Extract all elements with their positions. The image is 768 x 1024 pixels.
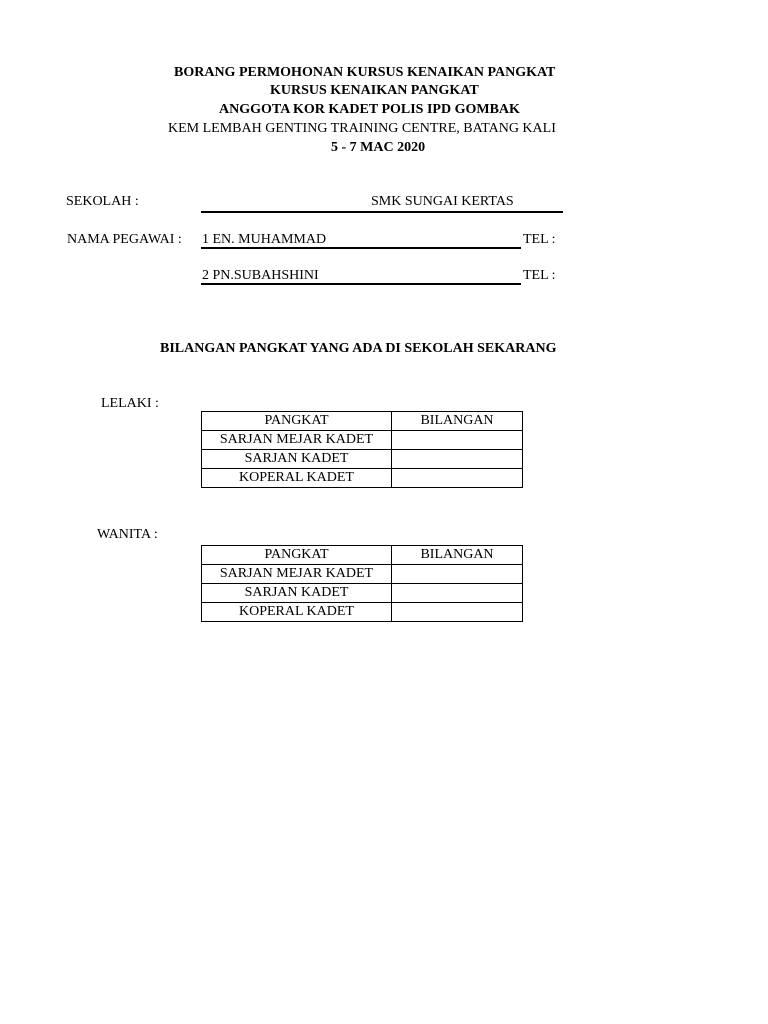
- rank-cell: SARJAN KADET: [202, 450, 392, 469]
- pegawai-2-tel-label: TEL :: [523, 268, 556, 283]
- count-cell[interactable]: [392, 603, 523, 622]
- pegawai-1-tel-label: TEL :: [523, 232, 556, 247]
- header-bilangan: BILANGAN: [392, 546, 523, 565]
- table-header-row: [202, 412, 523, 431]
- rank-cell: SARJAN MEJAR KADET: [202, 431, 392, 450]
- count-cell[interactable]: [392, 565, 523, 584]
- table-row: [202, 450, 523, 469]
- table-row: [202, 431, 523, 450]
- table-row: [202, 584, 523, 603]
- section-title: BILANGAN PANGKAT YANG ADA DI SEKOLAH SEKARANG: [160, 341, 557, 356]
- count-cell[interactable]: [392, 431, 523, 450]
- rank-cell: KOPERAL KADET: [202, 469, 392, 488]
- header-unit: ANGGOTA KOR KADET POLIS IPD GOMBAK: [219, 102, 520, 117]
- rank-cell: SARJAN MEJAR KADET: [202, 565, 392, 584]
- lelaki-table: [201, 411, 523, 488]
- rank-cell: KOPERAL KADET: [202, 603, 392, 622]
- header-location: KEM LEMBAH GENTING TRAINING CENTRE, BATANG KALI: [168, 121, 556, 136]
- header-date: 5 - 7 MAC 2020: [331, 140, 426, 155]
- header-title: BORANG PERMOHONAN KURSUS KENAIKAN PANGKAT: [174, 65, 556, 80]
- wanita-table: [201, 545, 523, 622]
- count-cell[interactable]: [392, 450, 523, 469]
- pegawai-1-name: 1 EN. MUHAMMAD: [202, 232, 327, 247]
- sekolah-value: SMK SUNGAI KERTAS: [371, 194, 514, 209]
- count-cell[interactable]: [392, 584, 523, 603]
- count-cell[interactable]: [392, 469, 523, 488]
- table-header-row: [202, 546, 523, 565]
- header-subtitle: KURSUS KENAIKAN PANGKAT: [270, 83, 479, 98]
- header-bilangan: BILANGAN: [392, 412, 523, 431]
- table-row: [202, 603, 523, 622]
- header-pangkat: PANGKAT: [202, 412, 392, 431]
- header-pangkat: PANGKAT: [202, 546, 392, 565]
- rank-cell: SARJAN KADET: [202, 584, 392, 603]
- table-row: [202, 469, 523, 488]
- pegawai-2-name: 2 PN.SUBAHSHINI: [202, 268, 319, 283]
- sekolah-label: SEKOLAH :: [66, 194, 139, 209]
- wanita-label: WANITA :: [97, 527, 158, 542]
- table-row: [202, 565, 523, 584]
- pegawai-1-underline: [201, 247, 521, 249]
- sekolah-underline: [201, 211, 563, 213]
- pegawai-label: NAMA PEGAWAI :: [67, 232, 182, 247]
- lelaki-label: LELAKI :: [101, 396, 159, 411]
- pegawai-2-underline: [201, 283, 521, 285]
